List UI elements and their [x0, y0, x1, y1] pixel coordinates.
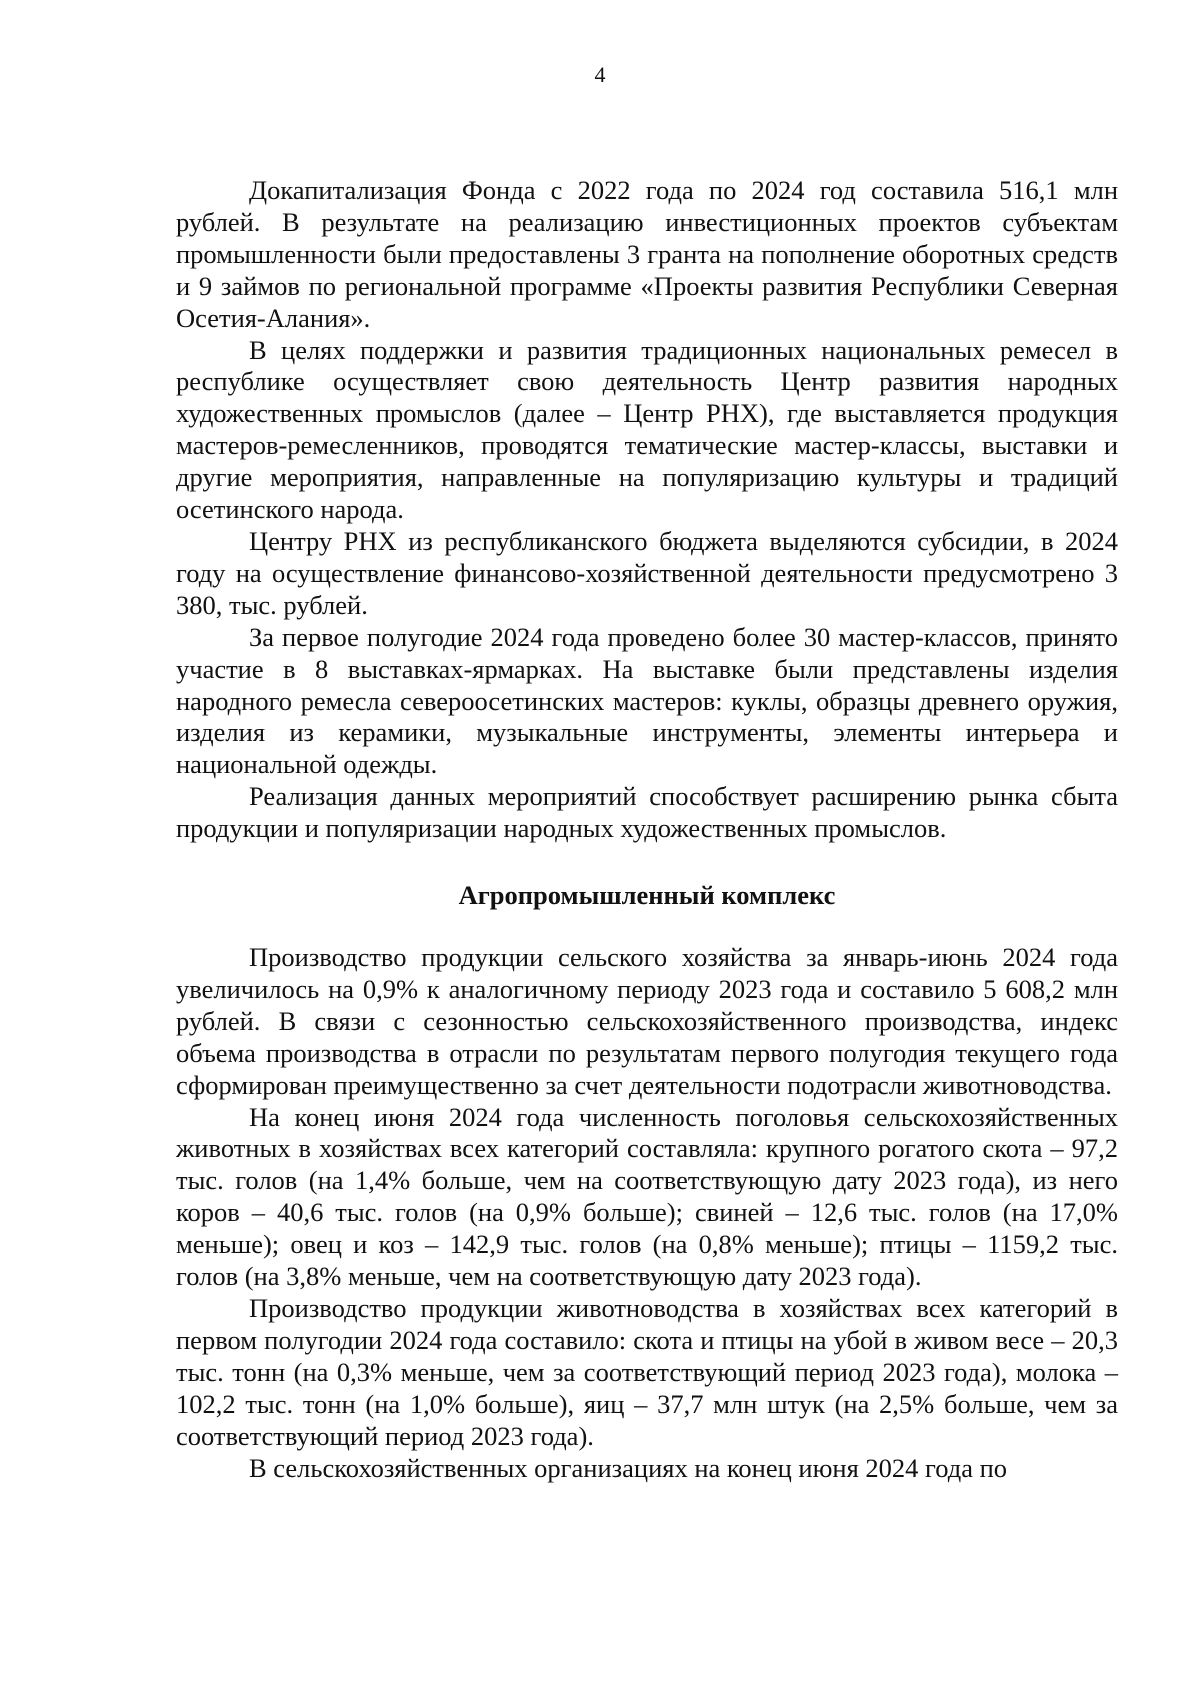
paragraph-master-classes: За первое полугодие 2024 года проведено более 30 мастер-классов, принято участие в 8 выставках-ярмарках. На выставке были представлены изделия народного ремесла североосетинских мастеров: куклы, образцы древнего оружия, изделия из керамики, музыкальные инструменты, элементы интерьера и национальной одежды.: [176, 621, 1118, 780]
paragraph-center-subsidies: Центру РНХ из республиканского бюджета выделяются субсидии, в 2024 году на осуществление финансово-хозяйственной деятельности предусмотрено 3 380, тыс. рублей.: [176, 525, 1118, 620]
paragraph-crafts-center: В целях поддержки и развития традиционных национальных ремесел в республике осуществляет свою деятельность Центр развития народных художественных промыслов (далее – Центр РНХ), где выставляется продукция мастеров-ремесленников, проводятся тематические мастер-классы, выставки и другие мероприятия, направленные на популяризацию культуры и традиций осетинского народа.: [176, 334, 1118, 525]
section-title-agro: Агропромышленный комплекс: [458, 880, 836, 911]
page-number: 4: [594, 62, 606, 87]
document-body: [176, 175, 1118, 1484]
paragraph-livestock-production: Производство продукции животноводства в хозяйствах всех категорий в первом полугодии 2024 года составило: скота и птицы на убой в живом весе – 20,3 тыс. тонн (на 0,3% меньше, чем за соответствующий период 2023 года), молока – 102,2 тыс. тонн (на 1,0% больше), яиц – 37,7 млн штук (на 2,5% больше, чем за соответствующий период 2023 года).: [176, 1293, 1118, 1451]
paragraph-agri-organizations: В сельскохозяйственных организациях на конец июня 2024 года по: [249, 1452, 1008, 1483]
paragraph-market-expansion: Реализация данных мероприятий способствует расширению рынка сбыта продукции и популяризации народных художественных промыслов.: [176, 781, 1118, 844]
paragraph-agri-production: Производство продукции сельского хозяйства за январь-июнь 2024 года увеличилось на 0,9% к аналогичному периоду 2023 года и составило 5 608,2 млн рублей. В связи с сезонностью сельскохозяйственного производства, индекс объема производства в отрасли по результатам первого полугодия текущего года сформирован преимущественно за счет деятельности подотрасли животноводства.: [176, 942, 1118, 1100]
paragraph-livestock-count: На конец июня 2024 года численность поголовья сельскохозяйственных животных в хозяйствах всех категорий составляла: крупного рогатого скота – 97,2 тыс. голов (на 1,4% больше, чем на соответствующую дату 2023 года), из него коров – 40,6 тыс. голов (на 0,9% больше); свиней – 12,6 тыс. голов (на 17,0% меньше); овец и коз – 142,9 тыс. голов (на 0,8% меньше); птицы – 1159,2 тыс. голов (на 3,8% меньше, чем на соответствующую дату 2023 года).: [176, 1101, 1118, 1292]
paragraph-fund-capitalization: Докапитализация Фонда с 2022 года по 2024 год составила 516,1 млн рублей. В результате на реализацию инвестиционных проектов субъектам промышленности были предоставлены 3 гранта на пополнение оборотных средств и 9 займов по региональной программе «Проекты развития Республики Северная Осетия-Алания».: [176, 175, 1118, 333]
